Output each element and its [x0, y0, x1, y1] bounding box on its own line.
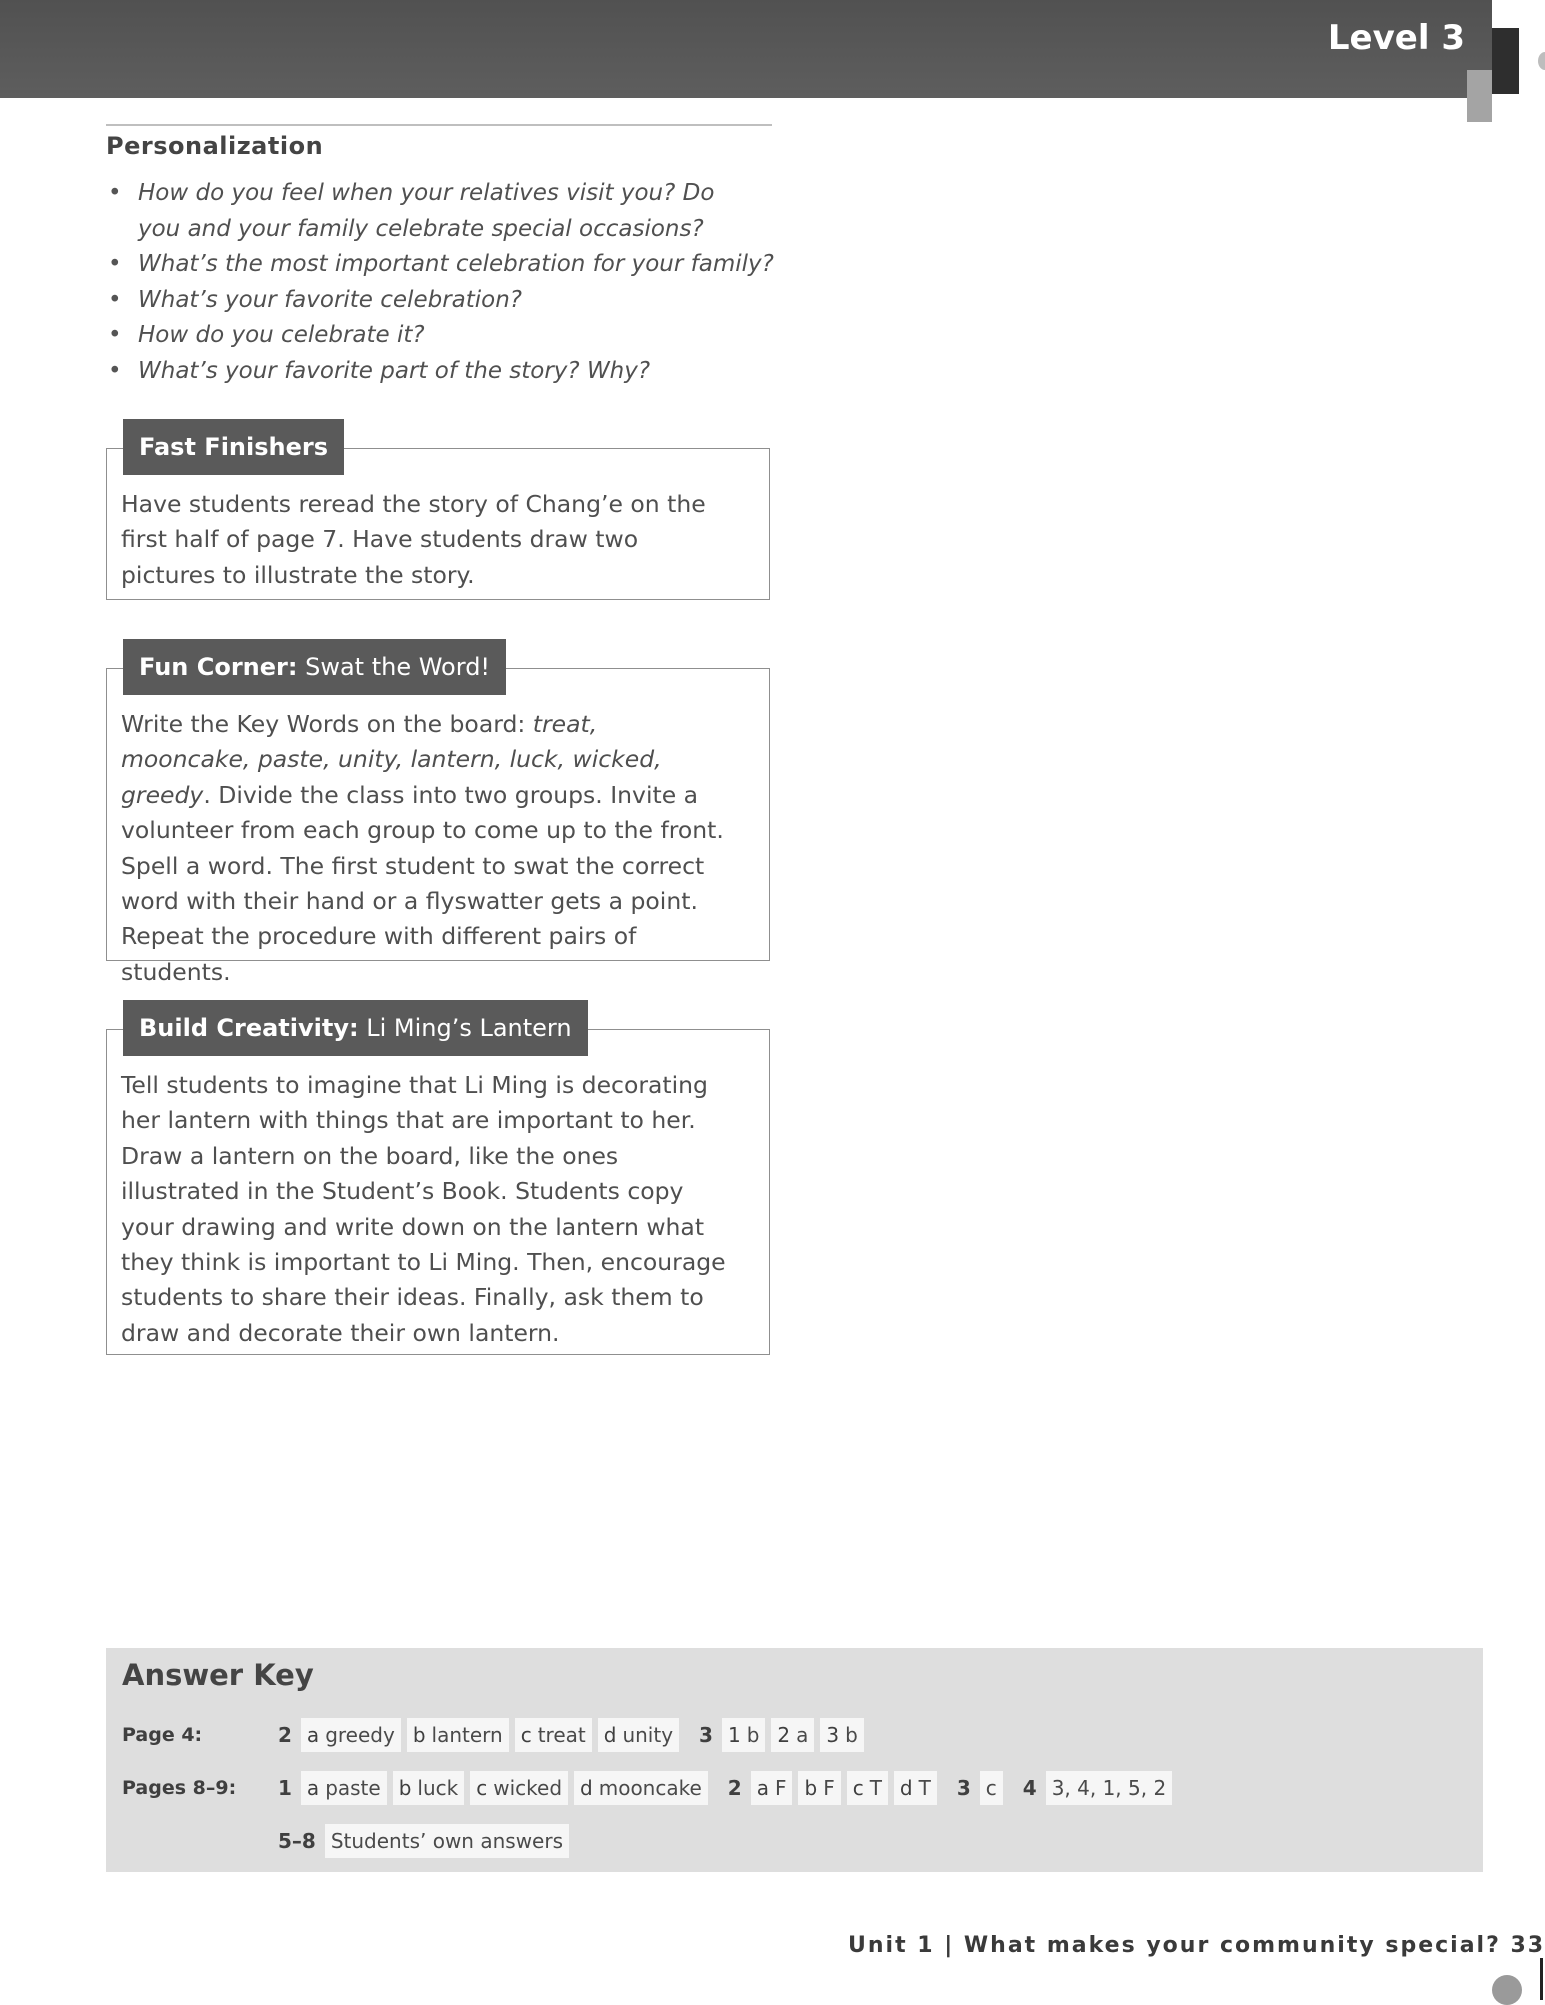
- answer-item: [847, 1771, 888, 1805]
- answer-value: T: [918, 1776, 931, 1800]
- answer-value: greedy: [325, 1723, 395, 1747]
- answer-row-5-8: [122, 1824, 575, 1858]
- fast-finishers-title: [123, 419, 344, 475]
- answer-row-page-4: [122, 1718, 870, 1752]
- answer-letter: b: [804, 1776, 818, 1800]
- answer-letter: a: [306, 1776, 320, 1800]
- answer-row-label: Page 4:: [122, 1724, 203, 1746]
- answer-value: F: [774, 1776, 787, 1800]
- answer-letter: a: [306, 1723, 320, 1747]
- level-label: Level 3: [1327, 18, 1465, 58]
- answer-value: 3, 4, 1, 5, 2: [1051, 1776, 1167, 1800]
- answer-item: [393, 1771, 465, 1805]
- answer-row-items: [278, 1771, 1178, 1805]
- answer-item: [751, 1771, 793, 1805]
- answer-value: F: [823, 1776, 835, 1800]
- personalization-question: • What’s the most important celebration for your family?: [106, 247, 796, 283]
- fast-finishers-box: [106, 433, 770, 600]
- answer-value: luck: [417, 1776, 459, 1800]
- build-creativity-title-bold: Build Creativity:: [139, 1014, 359, 1042]
- answer-letter: c: [520, 1723, 532, 1747]
- fun-corner-intro: Write the Key Words on the board:: [121, 710, 533, 738]
- answer-value: mooncake: [598, 1776, 702, 1800]
- answer-item: [771, 1718, 814, 1752]
- exercise-number: 2: [727, 1776, 742, 1800]
- answer-row-items: [278, 1718, 870, 1752]
- answer-item: [820, 1718, 863, 1752]
- answer-item: [894, 1771, 937, 1805]
- edge-dot-bottom: [1492, 1975, 1522, 2005]
- fun-corner-title-bold: Fun Corner:: [139, 653, 298, 681]
- exercise-number: 5–8: [278, 1829, 316, 1853]
- fun-corner-rest: . Divide the class into two groups. Invite a volunteer from each group to come up to the front. Spell a word. The first student to swat the correct word with their hand or a flyswatter gets a point. Repeat the procedure with different pairs of students.: [121, 780, 724, 986]
- personalization-list: [106, 176, 796, 389]
- answer-letter: d: [899, 1776, 913, 1800]
- answer-value: Students’ own answers: [330, 1829, 563, 1853]
- answer-item: [515, 1718, 592, 1752]
- answer-item: [798, 1771, 840, 1805]
- answer-value: paste: [325, 1776, 381, 1800]
- fun-corner-text: [107, 669, 745, 990]
- fun-corner-title: [123, 639, 506, 695]
- fast-finishers-title-text: Fast Finishers: [139, 433, 328, 461]
- answer-letter: c: [852, 1776, 864, 1800]
- answer-letter: b: [412, 1723, 426, 1747]
- answer-value: b: [845, 1723, 858, 1747]
- answer-value: b: [746, 1723, 760, 1747]
- edge-tab-light: [1467, 70, 1492, 122]
- build-creativity-title: [123, 1000, 588, 1056]
- exercise-number: 1: [278, 1776, 292, 1800]
- build-creativity-text: Tell students to imagine that Li Ming is decorating her lantern with things that are important to her. Draw a lantern on the board, like the ones illustrated in the Student’s Book. Students copy your drawing and write down on the lantern what they think is important to Li Ming. Then, encourage students to share their ideas. Finally, ask them to draw and decorate their own lantern.: [121, 1071, 726, 1347]
- personalization-question: • What’s your favorite celebration?: [106, 283, 796, 319]
- edge-dot-top: [1538, 52, 1545, 70]
- answer-item: [598, 1718, 679, 1752]
- answer-letter: 2: [777, 1723, 791, 1747]
- answer-letter: a: [756, 1776, 769, 1800]
- answer-letter: d: [580, 1776, 593, 1800]
- exercise-number: 3: [699, 1723, 713, 1747]
- personalization-question: • What’s your favorite part of the story? Why?: [106, 354, 796, 390]
- answer-letter: 3: [826, 1723, 840, 1747]
- answer-item: [722, 1718, 765, 1752]
- answer-value: unity: [622, 1723, 674, 1747]
- answer-value: T: [869, 1776, 882, 1800]
- answer-value: treat: [537, 1723, 586, 1747]
- personalization-question: • How do you celebrate it?: [106, 318, 796, 354]
- build-creativity-box: [106, 1014, 770, 1355]
- answer-row-items: [278, 1824, 575, 1858]
- fun-corner-title-rest: Swat the Word!: [305, 653, 491, 681]
- exercise-number: 2: [278, 1723, 292, 1747]
- answer-item: [980, 1771, 1003, 1805]
- answer-value: lantern: [431, 1723, 503, 1747]
- answer-item: [470, 1771, 568, 1805]
- edge-tab-dark: [1492, 28, 1519, 94]
- answer-key-title: Answer Key: [122, 1658, 314, 1692]
- answer-value: wicked: [493, 1776, 563, 1800]
- personalization-title: Personalization: [106, 132, 324, 160]
- answer-item: [301, 1771, 387, 1805]
- answer-key-panel: [106, 1648, 1483, 1872]
- answer-value: a: [796, 1723, 809, 1747]
- fast-finishers-text: Have students reread the story of Chang’e on the first half of page 7. Have students draw two pictures to illustrate the story.: [121, 490, 706, 589]
- personalization-question: • How do you feel when your relatives visit you? Do you and your family celebrate special occasions?: [106, 176, 738, 247]
- fun-corner-box: [106, 653, 770, 986]
- answer-item: [574, 1771, 708, 1805]
- answer-letter: 1: [727, 1723, 741, 1747]
- answer-letter: d: [603, 1723, 617, 1747]
- answer-row-label: Pages 8–9:: [122, 1777, 237, 1799]
- top-rule: [106, 124, 772, 126]
- header-bar: [0, 0, 1492, 98]
- answer-value: c: [985, 1776, 997, 1800]
- answer-item: [301, 1718, 401, 1752]
- exercise-number: 4: [1022, 1776, 1037, 1800]
- page-footer: Unit 1 | What makes your community special? 33: [848, 1933, 1545, 1958]
- fun-corner-key-words: treat, mooncake, paste, unity, lantern, luck, wicked, greedy: [121, 710, 662, 809]
- answer-letter: b: [398, 1776, 412, 1800]
- exercise-number: 3: [956, 1776, 971, 1800]
- answer-row-pages-8-9: [122, 1771, 1178, 1805]
- answer-item: [325, 1824, 569, 1858]
- edge-line-bottom: [1540, 1958, 1543, 2000]
- answer-letter: c: [476, 1776, 488, 1800]
- answer-item: [407, 1718, 509, 1752]
- answer-item: [1046, 1771, 1172, 1805]
- build-creativity-title-rest: Li Ming’s Lantern: [366, 1014, 572, 1042]
